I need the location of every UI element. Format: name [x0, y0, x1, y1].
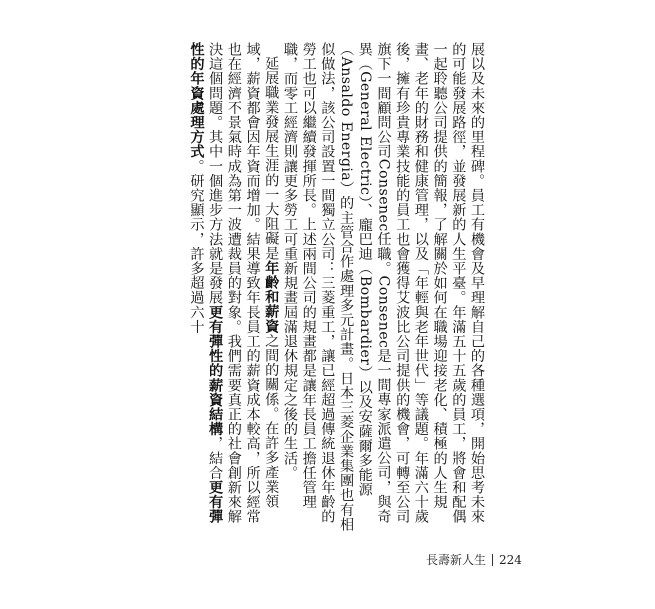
page-number: 224 [499, 553, 522, 567]
book-title: 長壽新人生 [426, 553, 487, 567]
paragraph-2-text: 。研究顯示，許多超過六十 [188, 158, 205, 335]
paragraph-2 [187, 42, 281, 532]
paragraph-2-text: 延展職業發展生涯的一大阻礙是 [263, 56, 280, 261]
bold-phrase-flexible-seniority: 更有彈性的年資處理方式 [188, 42, 224, 524]
footer-divider [492, 554, 493, 566]
body-text [144, 42, 504, 532]
paragraph-2-text: 之間的關係。在許多產業領域，薪資都會因年資而增加。結果導致年長員工的薪資成本較高，所以經常也在經濟不景氣時成為第一波遭裁員的對象。我們需要真正的社會創新來解決這個問題。其中一個進步方法就是發展 [207, 42, 280, 524]
page-footer [426, 551, 522, 568]
bold-phrase-age-salary: 年齡和薪資 [263, 260, 280, 334]
paragraph-2-text: ，結合 [207, 436, 224, 481]
bold-phrase-flexible-pay: 更有彈性的薪資結構 [207, 304, 224, 437]
paragraph-1: 展以及未來的里程碑。員工有機會及早理解自己的各種選項，開始思考未來的可能發展路徑，並發展新的人生平臺。年滿五十五歲的員工，將會和配偶一起聆聽公司提供的簡報，了解關於如何在職場迎接老化、積極的人生規畫、老年的財務和健康管理，以及「年輕與老年世代」等議題。年滿六十歲後，擁有珍貴專業技能的員工也會獲得艾波比公司提供的機會，可轉至公司旗下一間顧問公司Consenec任職。Consenec是一間專家派遣公司，與奇異（General Electric）、龐巴迪（Bombardier）以及安薩爾多能源（Ansaldo Energia）的主管合作處理多元計畫。日本三菱企業集團也有相似做法，該公司設置一間獨立公司：三菱重工，讓已經超過傳統退休年齡的勞工也可以繼續發揮所長。上述兩間公司的規畫都是讓年長員工擔任管理職，而零工經濟則讓更多勞工可重新規畫屆滿退休規定之後的生活。 [281, 42, 485, 532]
